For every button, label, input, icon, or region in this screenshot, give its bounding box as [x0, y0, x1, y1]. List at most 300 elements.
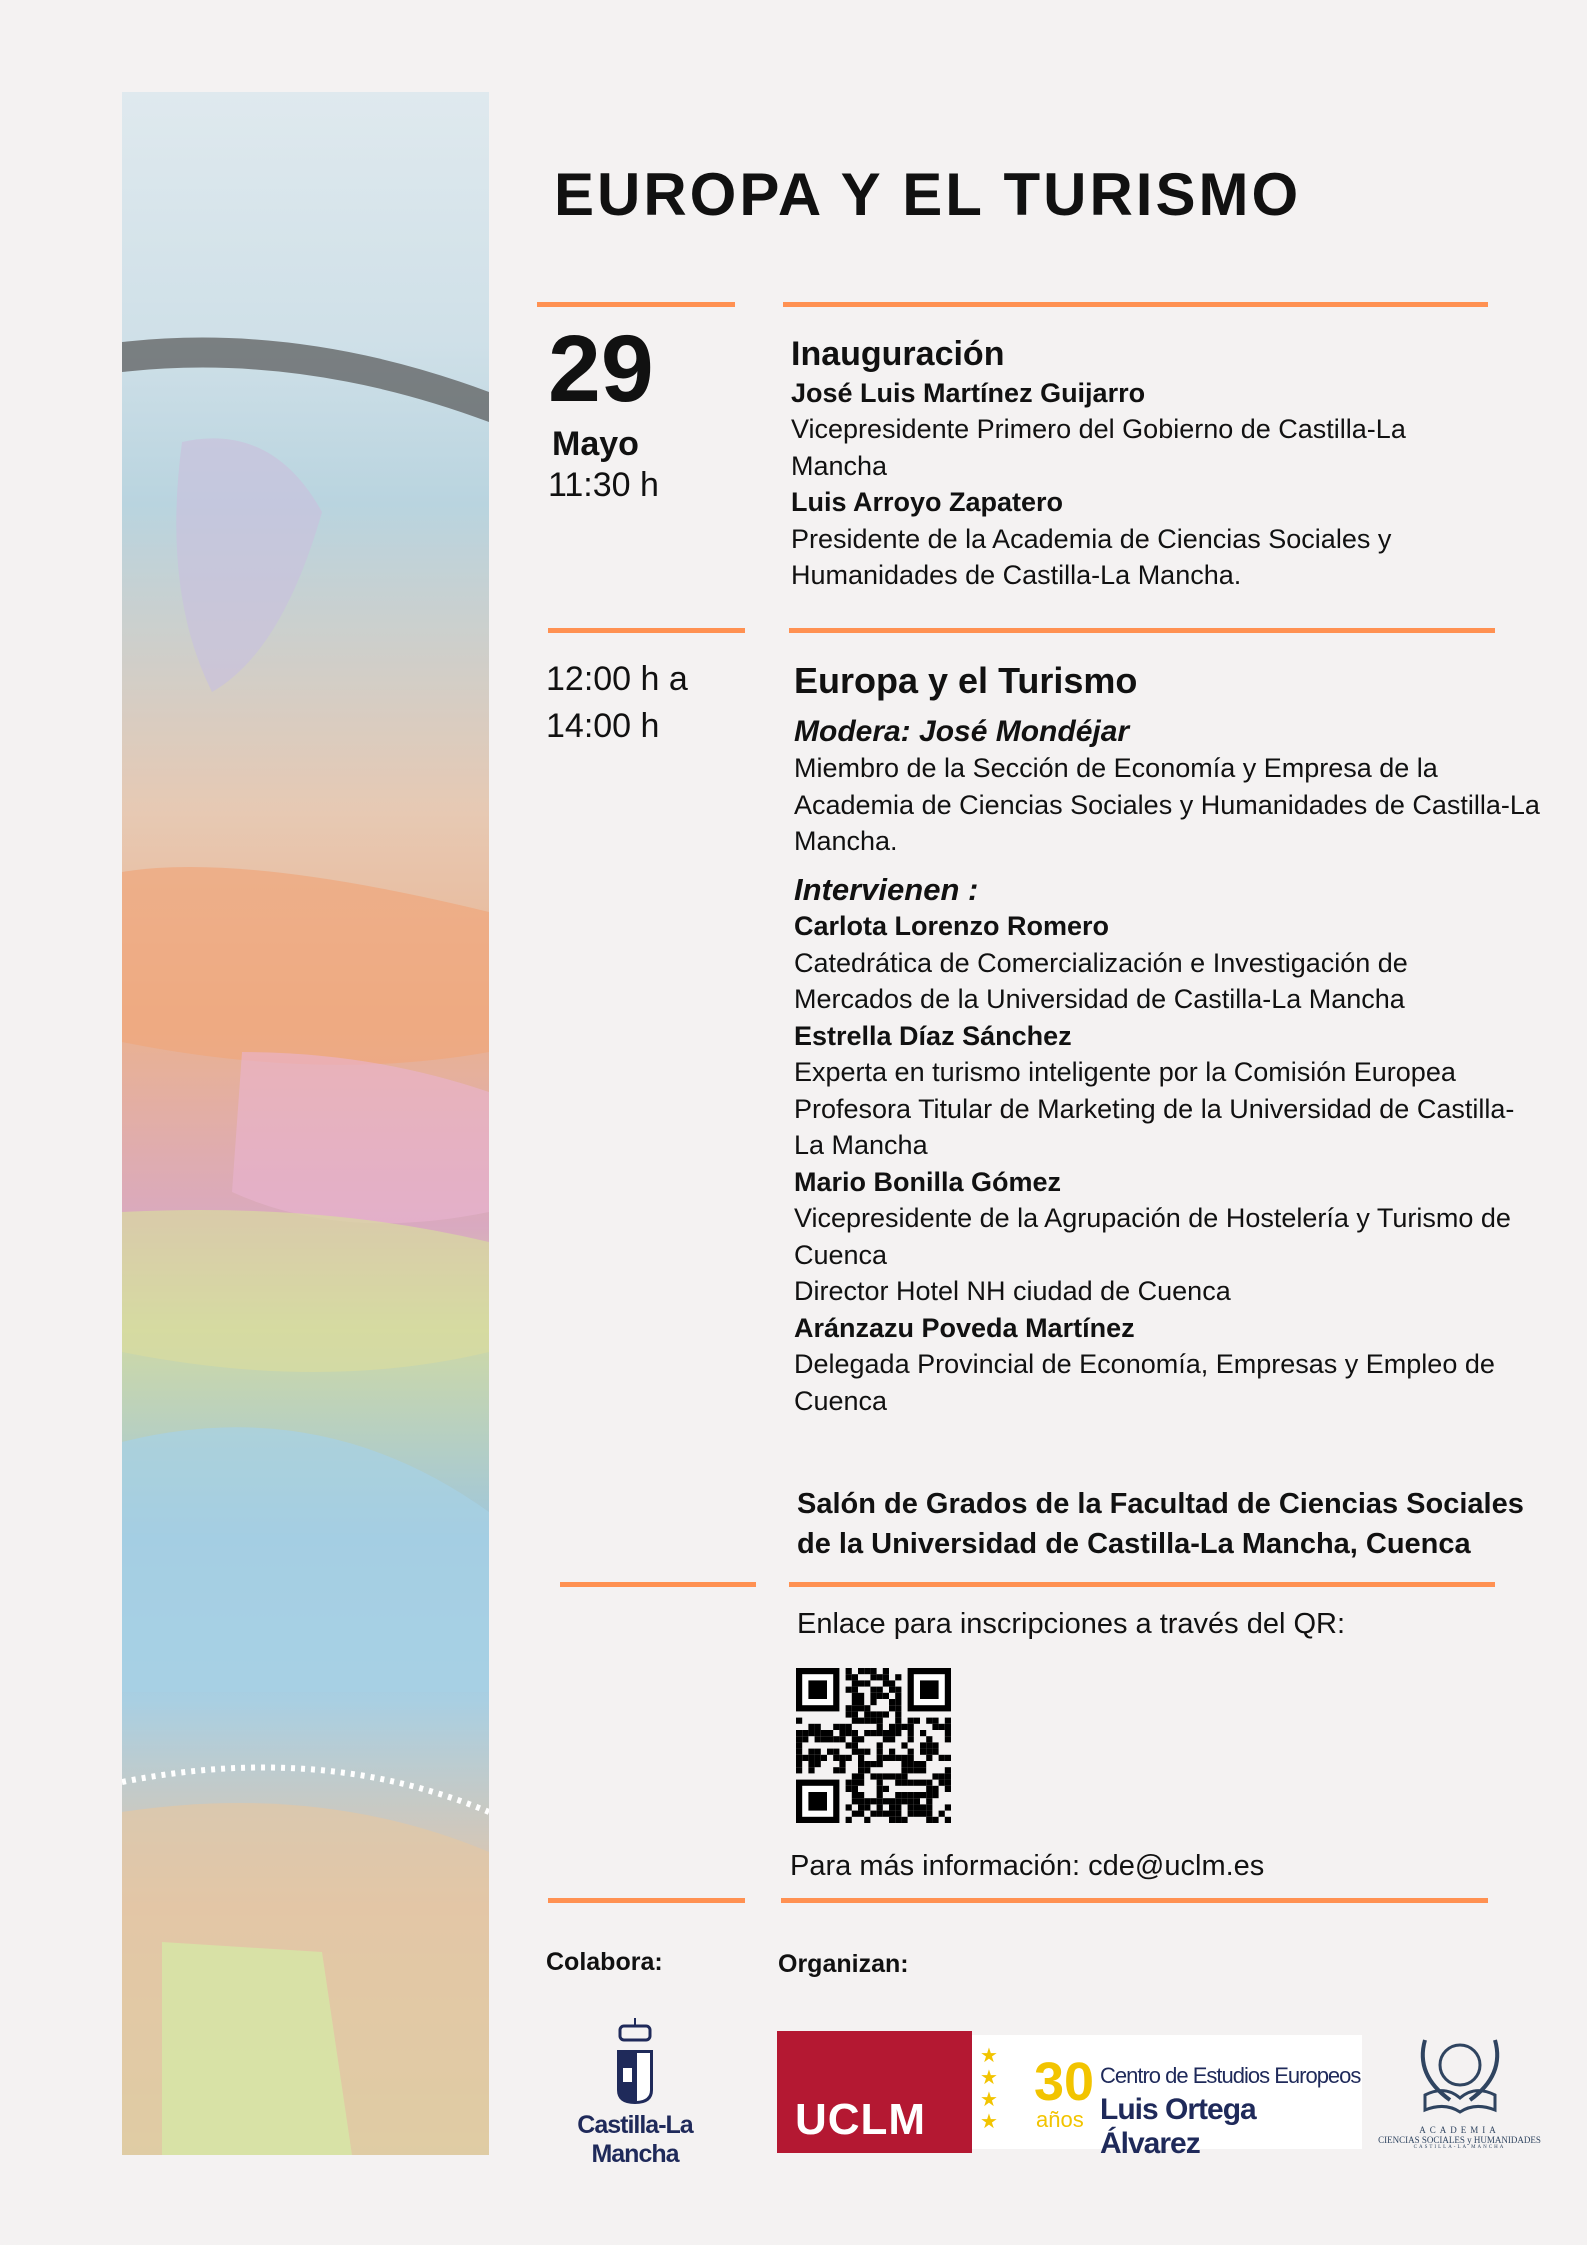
academia-line1: ACADEMIA	[1419, 2125, 1500, 2135]
qr-module	[846, 1668, 852, 1674]
qr-module	[870, 1687, 876, 1693]
qr-module	[796, 1730, 802, 1736]
qr-module	[914, 1780, 920, 1786]
qr-module	[877, 1730, 883, 1736]
clm-text: Castilla-La Mancha	[577, 2111, 693, 2168]
qr-module	[926, 1749, 932, 1755]
qr-module	[914, 1798, 920, 1804]
qr-module	[833, 1749, 839, 1755]
qr-module	[846, 1687, 852, 1693]
qr-module	[895, 1699, 901, 1705]
qr-module	[895, 1693, 901, 1699]
qr-module	[889, 1773, 895, 1779]
qr-module	[889, 1755, 895, 1761]
academia-line3: CASTILLA-LA MANCHA	[1413, 2145, 1506, 2150]
qr-module	[808, 1730, 814, 1736]
qr-module	[852, 1749, 858, 1755]
qr-module	[895, 1674, 901, 1680]
qr-module	[864, 1761, 870, 1767]
qr-module	[858, 1798, 864, 1804]
qr-module	[939, 1780, 945, 1786]
email-link[interactable]: cde@uclm.es	[1088, 1850, 1265, 1882]
qr-module	[808, 1755, 814, 1761]
qr-module	[914, 1804, 920, 1810]
qr-module	[908, 1811, 914, 1817]
qr-module	[901, 1755, 907, 1761]
qr-module	[877, 1693, 883, 1699]
qr-module	[908, 1730, 914, 1736]
qr-module	[895, 1804, 901, 1810]
qr-module	[926, 1804, 932, 1810]
qr-module	[858, 1749, 864, 1755]
qr-module	[864, 1705, 870, 1711]
qr-module	[901, 1761, 907, 1767]
qr-module	[808, 1749, 814, 1755]
qr-module	[833, 1755, 839, 1761]
qr-module	[926, 1742, 932, 1748]
qr-module	[883, 1773, 889, 1779]
session1-date	[548, 316, 659, 505]
qr-module	[839, 1767, 845, 1773]
qr-module	[808, 1680, 827, 1699]
qr-module	[796, 1767, 802, 1773]
qr-module	[858, 1668, 864, 1674]
qr-module	[870, 1699, 876, 1705]
qr-module	[914, 1761, 920, 1767]
qr-module	[895, 1755, 901, 1761]
venue-line: Salón de Grados de la Facultad de Ciencias Sociales	[797, 1488, 1524, 1520]
qr-module	[858, 1680, 864, 1686]
eu-stars-icon: ★ ★ ★ ★	[980, 2045, 998, 2133]
qr-module	[920, 1730, 926, 1736]
qr-module	[932, 1773, 938, 1779]
divider	[789, 1582, 1495, 1587]
qr-module	[870, 1773, 876, 1779]
qr-module	[833, 1736, 839, 1742]
cde-line1: Centro de Estudios Europeos	[1100, 2063, 1361, 2088]
qr-module	[939, 1811, 945, 1817]
qr-module	[945, 1767, 951, 1773]
qr-module	[827, 1730, 833, 1736]
qr-module	[877, 1761, 883, 1767]
qr-module	[920, 1780, 926, 1786]
qr-module	[901, 1780, 907, 1786]
cde-years-label: años	[1036, 2107, 1084, 2132]
time-end: 14:00 h	[546, 707, 660, 745]
speaker-name: Aránzazu Poveda Martínez	[794, 1312, 1135, 1343]
qr-module	[827, 1749, 833, 1755]
qr-module	[883, 1711, 889, 1717]
qr-module	[901, 1724, 907, 1730]
qr-module	[846, 1755, 852, 1761]
qr-module	[895, 1724, 901, 1730]
speakers-label: Intervienen :	[794, 871, 979, 907]
qr-module	[870, 1718, 876, 1724]
qr-module	[870, 1693, 876, 1699]
qr-module	[889, 1680, 895, 1686]
qr-module	[802, 1730, 808, 1736]
qr-module	[883, 1674, 889, 1680]
qr-module	[852, 1699, 858, 1705]
qr-module	[796, 1749, 802, 1755]
qr-module	[858, 1767, 864, 1773]
venue	[797, 1484, 1524, 1564]
qr-module	[808, 1792, 827, 1811]
qr-module	[839, 1724, 845, 1730]
qr-module	[852, 1680, 858, 1686]
qr-module	[908, 1718, 914, 1724]
speaker-role: Presidente de la Academia de Ciencias Sociales y Humanidades de Castilla-La Mancha.	[791, 523, 1392, 590]
qr-module	[908, 1798, 914, 1804]
qr-module	[945, 1736, 951, 1742]
qr-module	[846, 1804, 852, 1810]
qr-module	[815, 1749, 821, 1755]
qr-module	[846, 1705, 852, 1711]
qr-module	[852, 1792, 858, 1798]
qr-module	[895, 1705, 901, 1711]
qr-module	[945, 1804, 951, 1810]
qr-module	[889, 1749, 895, 1755]
qr-module	[852, 1718, 858, 1724]
qr-module	[920, 1767, 926, 1773]
qr-module	[796, 1755, 802, 1761]
qr-module	[796, 1736, 802, 1742]
qr-module	[852, 1687, 858, 1693]
qr-module	[920, 1811, 926, 1817]
qr-module	[945, 1724, 951, 1730]
qr-module	[858, 1811, 864, 1817]
qr-module	[877, 1711, 883, 1717]
qr-module	[858, 1699, 864, 1705]
divider	[783, 302, 1488, 307]
qr-module	[920, 1761, 926, 1767]
qr-module	[926, 1780, 932, 1786]
qr-module	[926, 1811, 932, 1817]
academia-line2: CIENCIAS SOCIALES y HUMANIDADES	[1378, 2135, 1541, 2145]
qr-module	[815, 1724, 821, 1730]
qr-module	[864, 1817, 870, 1823]
qr-module	[870, 1811, 876, 1817]
speaker-name: José Luis Martínez Guijarro	[791, 377, 1146, 408]
qr-module	[877, 1798, 883, 1804]
qr-module	[833, 1724, 839, 1730]
session2-heading: Europa y el Turismo	[794, 660, 1138, 701]
qr-module	[852, 1780, 858, 1786]
qr-code[interactable]	[796, 1668, 951, 1823]
qr-module	[846, 1711, 852, 1717]
qr-module	[864, 1804, 870, 1810]
qr-module	[870, 1798, 876, 1804]
qr-module	[796, 1718, 802, 1724]
qr-module	[821, 1730, 827, 1736]
qr-module	[901, 1767, 907, 1773]
qr-module	[889, 1817, 895, 1823]
time: 11:30 h	[548, 466, 659, 504]
qr-module	[908, 1755, 914, 1761]
qr-module	[908, 1761, 914, 1767]
qr-module	[945, 1817, 951, 1823]
qr-module	[901, 1798, 907, 1804]
uclm-text: UCLM	[795, 2095, 927, 2144]
divider	[781, 1898, 1488, 1903]
speaker-name: Carlota Lorenzo Romero	[794, 911, 1110, 941]
qr-module	[883, 1786, 889, 1792]
qr-module	[870, 1761, 876, 1767]
qr-module	[908, 1792, 914, 1798]
speaker-role: Delegada Provincial de Economía, Empresas y Empleo de Cuenca	[794, 1349, 1495, 1416]
qr-module	[883, 1730, 889, 1736]
qr-module	[883, 1680, 889, 1686]
qr-module	[877, 1773, 883, 1779]
qr-module	[945, 1755, 951, 1761]
qr-module	[889, 1798, 895, 1804]
speaker-role: Director Hotel NH ciudad de Cuenca	[794, 1276, 1231, 1306]
divider	[560, 1582, 756, 1587]
cde-logo	[972, 2035, 1362, 2160]
qr-module	[895, 1687, 901, 1693]
qr-module	[932, 1817, 938, 1823]
qr-module	[926, 1786, 932, 1792]
qr-module	[895, 1811, 901, 1817]
qr-module	[920, 1749, 926, 1755]
qr-module	[877, 1749, 883, 1755]
qr-module	[920, 1792, 926, 1798]
qr-module	[883, 1811, 889, 1817]
uclm-logo	[777, 2031, 972, 2153]
qr-module	[932, 1724, 938, 1730]
qr-module	[939, 1773, 945, 1779]
qr-module	[908, 1780, 914, 1786]
qr-module	[877, 1718, 883, 1724]
qr-module	[858, 1693, 864, 1699]
qr-module	[939, 1755, 945, 1761]
academia-logo	[1362, 2020, 1557, 2150]
qr-module	[932, 1742, 938, 1748]
divider	[548, 1898, 745, 1903]
qr-module	[864, 1680, 870, 1686]
qr-module	[821, 1736, 827, 1742]
month: Mayo	[552, 425, 639, 463]
qr-module	[846, 1780, 852, 1786]
registration-text: Enlace para inscripciones a través del QR:	[797, 1608, 1346, 1640]
qr-module	[877, 1755, 883, 1761]
qr-module	[883, 1798, 889, 1804]
qr-module	[908, 1736, 914, 1742]
info-line	[790, 1850, 1264, 1883]
qr-module	[883, 1668, 889, 1674]
qr-module	[852, 1711, 858, 1717]
qr-module	[864, 1711, 870, 1717]
moderator-role: Miembro de la Sección de Economía y Empresa de la Academia de Ciencias Sociales y Humanidades de Castilla-La Mancha.	[794, 753, 1540, 856]
qr-module	[858, 1718, 864, 1724]
qr-module	[908, 1804, 914, 1810]
qr-module	[870, 1730, 876, 1736]
qr-module	[815, 1736, 821, 1742]
qr-module	[864, 1767, 870, 1773]
qr-module	[858, 1755, 864, 1761]
qr-module	[895, 1817, 901, 1823]
info-prefix: Para más información:	[790, 1850, 1089, 1882]
session2-time	[546, 656, 688, 750]
qr-module	[858, 1804, 864, 1810]
qr-module	[908, 1749, 914, 1755]
qr-module	[920, 1680, 939, 1699]
qr-module	[858, 1761, 864, 1767]
qr-module	[889, 1699, 895, 1705]
qr-module	[852, 1674, 858, 1680]
divider	[789, 628, 1495, 633]
cde-line2: Luis Ortega Álvarez	[1100, 2093, 1256, 2160]
qr-module	[877, 1687, 883, 1693]
qr-module	[870, 1711, 876, 1717]
qr-module	[908, 1724, 914, 1730]
qr-module	[932, 1792, 938, 1798]
venue-line: de la Universidad de Castilla-La Mancha, Cuenca	[797, 1528, 1471, 1560]
qr-module	[870, 1674, 876, 1680]
globe-book-icon	[1410, 2020, 1510, 2120]
castilla-la-mancha-logo	[535, 2018, 735, 2169]
qr-module	[858, 1705, 864, 1711]
session1-heading: Inauguración	[791, 335, 1005, 373]
qr-module	[945, 1786, 951, 1792]
qr-module	[846, 1786, 852, 1792]
qr-module	[858, 1736, 864, 1742]
qr-module	[901, 1773, 907, 1779]
qr-module	[883, 1736, 889, 1742]
qr-module	[877, 1804, 883, 1810]
qr-module	[926, 1798, 932, 1804]
qr-module	[852, 1811, 858, 1817]
qr-module	[864, 1798, 870, 1804]
qr-module	[932, 1786, 938, 1792]
coat-of-arms-icon	[610, 2018, 660, 2106]
qr-module	[846, 1742, 852, 1748]
qr-module	[864, 1749, 870, 1755]
qr-module	[846, 1817, 852, 1823]
divider	[548, 628, 745, 633]
qr-module	[914, 1767, 920, 1773]
qr-module	[839, 1755, 845, 1761]
qr-module	[901, 1817, 907, 1823]
qr-module	[877, 1674, 883, 1680]
qr-module	[901, 1742, 907, 1748]
qr-module	[889, 1724, 895, 1730]
qr-module	[926, 1718, 932, 1724]
qr-module	[833, 1767, 839, 1773]
qr-module	[895, 1773, 901, 1779]
speaker-role: Vicepresidente de la Agrupación de Hostelería y Turismo de Cuenca	[794, 1203, 1511, 1270]
qr-module	[858, 1792, 864, 1798]
qr-module	[889, 1730, 895, 1736]
qr-module	[864, 1668, 870, 1674]
session2-details	[794, 660, 1544, 1419]
qr-module	[932, 1718, 938, 1724]
qr-module	[852, 1736, 858, 1742]
qr-module	[914, 1718, 920, 1724]
qr-module	[846, 1724, 852, 1730]
qr-module	[914, 1811, 920, 1817]
qr-module	[846, 1674, 852, 1680]
europe-map-image	[122, 92, 489, 2155]
cde-years: 30	[1034, 2052, 1095, 2112]
qr-module	[877, 1780, 883, 1786]
qr-module	[839, 1736, 845, 1742]
speaker-name: Luis Arroyo Zapatero	[791, 487, 1064, 517]
qr-module	[839, 1730, 845, 1736]
qr-module	[945, 1730, 951, 1736]
qr-module	[827, 1736, 833, 1742]
qr-module	[877, 1724, 883, 1730]
qr-module	[914, 1792, 920, 1798]
moderator: Modera: José Mondéjar	[794, 714, 1130, 748]
speaker-role: Experta en turismo inteligente por la Comisión Europea Profesora Titular de Marketing de la Universidad de Castilla-La Mancha	[794, 1057, 1515, 1160]
divider	[537, 302, 735, 307]
qr-module	[895, 1792, 901, 1798]
qr-module	[932, 1749, 938, 1755]
qr-module	[926, 1792, 932, 1798]
qr-module	[852, 1798, 858, 1804]
qr-module	[802, 1755, 808, 1761]
speaker-role: Vicepresidente Primero del Gobierno de Castilla-La Mancha	[791, 414, 1406, 481]
qr-module	[802, 1736, 808, 1742]
qr-module	[889, 1736, 895, 1742]
page-title: EUROPA Y EL TURISMO	[554, 161, 1302, 228]
qr-module	[945, 1773, 951, 1779]
qr-module	[889, 1811, 895, 1817]
speaker-role: Catedrática de Comercialización e Investigación de Mercados de la Universidad de Castilla-La Mancha	[794, 947, 1408, 1014]
qr-module	[815, 1761, 821, 1767]
speaker-name: Estrella Díaz Sánchez	[794, 1020, 1072, 1051]
qr-module	[889, 1687, 895, 1693]
qr-module	[870, 1668, 876, 1674]
qr-module	[926, 1736, 932, 1742]
day: 29	[548, 316, 654, 422]
qr-module	[895, 1711, 901, 1717]
qr-module	[926, 1817, 932, 1823]
time-start: 12:00 h a	[546, 660, 688, 698]
qr-module	[920, 1742, 926, 1748]
organizers-label: Organizan:	[778, 1950, 909, 1978]
qr-module	[889, 1804, 895, 1810]
speaker-name: Mario Bonilla Gómez	[794, 1166, 1062, 1197]
qr-module	[889, 1705, 895, 1711]
qr-module	[852, 1773, 858, 1779]
qr-module	[908, 1767, 914, 1773]
qr-module	[895, 1718, 901, 1724]
collaborates-label: Colabora:	[546, 1948, 663, 1976]
qr-module	[877, 1742, 883, 1748]
qr-module	[883, 1693, 889, 1699]
qr-module	[858, 1773, 864, 1779]
qr-module	[945, 1780, 951, 1786]
qr-module	[864, 1730, 870, 1736]
qr-module	[920, 1804, 926, 1810]
qr-module	[945, 1718, 951, 1724]
qr-module	[877, 1792, 883, 1798]
qr-module	[815, 1730, 821, 1736]
qr-module	[939, 1724, 945, 1730]
qr-module	[852, 1786, 858, 1792]
qr-module	[858, 1780, 864, 1786]
qr-module	[926, 1755, 932, 1761]
session1-details	[791, 336, 1471, 594]
qr-module	[895, 1798, 901, 1804]
qr-module	[796, 1761, 802, 1767]
qr-module	[808, 1724, 814, 1730]
qr-module	[901, 1792, 907, 1798]
qr-module	[895, 1780, 901, 1786]
qr-module	[808, 1761, 814, 1767]
